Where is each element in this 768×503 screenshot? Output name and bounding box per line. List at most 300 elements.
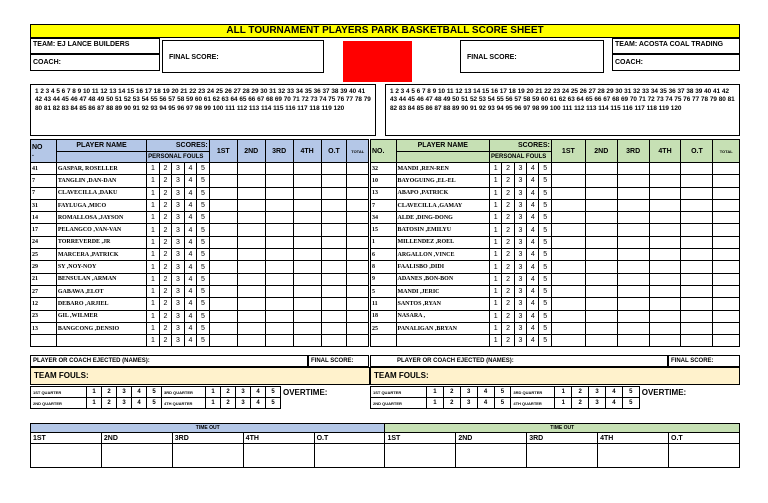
timeout-cell[interactable] bbox=[385, 444, 456, 468]
foul-box[interactable]: 1 bbox=[490, 298, 502, 310]
foul-box[interactable]: 3 bbox=[172, 224, 185, 236]
score-cell[interactable] bbox=[551, 199, 585, 211]
score-cell[interactable] bbox=[551, 322, 585, 334]
score-cell[interactable] bbox=[237, 175, 265, 187]
score-cell[interactable] bbox=[293, 249, 321, 261]
score-cell[interactable] bbox=[209, 212, 237, 224]
foul-box[interactable]: 1 bbox=[490, 187, 502, 199]
score-cell[interactable] bbox=[321, 298, 347, 310]
foul-box[interactable]: 2 bbox=[502, 261, 514, 273]
foul-box[interactable]: 5 bbox=[539, 273, 551, 285]
score-cell[interactable] bbox=[585, 261, 617, 273]
foul-box[interactable]: 1 bbox=[490, 310, 502, 322]
score-cell[interactable] bbox=[713, 236, 740, 248]
score-cell[interactable] bbox=[209, 236, 237, 248]
score-cell[interactable] bbox=[585, 236, 617, 248]
score-cell[interactable] bbox=[681, 249, 713, 261]
score-cell[interactable] bbox=[293, 285, 321, 297]
foul-box[interactable]: 5 bbox=[539, 212, 551, 224]
timeout-cell[interactable] bbox=[456, 444, 527, 468]
score-cell[interactable] bbox=[681, 285, 713, 297]
team-foul-box[interactable]: 5 bbox=[147, 387, 162, 398]
score-cell[interactable] bbox=[237, 236, 265, 248]
foul-box[interactable]: 1 bbox=[147, 249, 160, 261]
team-foul-box[interactable]: 4 bbox=[132, 398, 147, 409]
score-cell[interactable] bbox=[713, 285, 740, 297]
foul-box[interactable]: 1 bbox=[490, 285, 502, 297]
foul-box[interactable]: 5 bbox=[197, 285, 210, 297]
score-cell[interactable] bbox=[713, 163, 740, 175]
score-cell[interactable] bbox=[209, 273, 237, 285]
score-cell[interactable] bbox=[585, 285, 617, 297]
score-cell[interactable] bbox=[551, 310, 585, 322]
score-cell[interactable] bbox=[617, 163, 649, 175]
foul-box[interactable]: 5 bbox=[197, 236, 210, 248]
score-cell[interactable] bbox=[585, 212, 617, 224]
foul-box[interactable]: 3 bbox=[514, 261, 526, 273]
foul-box[interactable]: 3 bbox=[514, 163, 526, 175]
score-cell[interactable] bbox=[293, 199, 321, 211]
score-cell[interactable] bbox=[293, 322, 321, 334]
foul-box[interactable]: 5 bbox=[539, 285, 551, 297]
foul-box[interactable]: 2 bbox=[159, 310, 172, 322]
foul-box[interactable]: 2 bbox=[502, 187, 514, 199]
score-cell[interactable] bbox=[321, 261, 347, 273]
foul-box[interactable]: 2 bbox=[502, 199, 514, 211]
foul-box[interactable]: 5 bbox=[539, 199, 551, 211]
foul-box[interactable]: 2 bbox=[159, 261, 172, 273]
score-cell[interactable] bbox=[617, 310, 649, 322]
score-cell[interactable] bbox=[551, 261, 585, 273]
score-cell[interactable] bbox=[321, 163, 347, 175]
score-cell[interactable] bbox=[237, 249, 265, 261]
foul-box[interactable]: 2 bbox=[502, 310, 514, 322]
score-cell[interactable] bbox=[649, 187, 681, 199]
score-cell[interactable] bbox=[585, 249, 617, 261]
score-cell[interactable] bbox=[237, 199, 265, 211]
foul-box[interactable]: 1 bbox=[490, 335, 502, 347]
foul-box[interactable]: 5 bbox=[197, 163, 210, 175]
foul-box[interactable]: 1 bbox=[490, 261, 502, 273]
foul-box[interactable]: 1 bbox=[147, 285, 160, 297]
score-cell[interactable] bbox=[681, 212, 713, 224]
timeout-cell[interactable] bbox=[31, 444, 102, 468]
score-cell[interactable] bbox=[265, 224, 293, 236]
foul-box[interactable]: 4 bbox=[184, 310, 197, 322]
score-cell[interactable] bbox=[585, 163, 617, 175]
score-cell[interactable] bbox=[293, 236, 321, 248]
team-foul-box[interactable]: 4 bbox=[251, 387, 266, 398]
team-foul-box[interactable]: 2 bbox=[572, 398, 589, 409]
score-cell[interactable] bbox=[681, 163, 713, 175]
score-cell[interactable] bbox=[617, 212, 649, 224]
score-cell[interactable] bbox=[649, 163, 681, 175]
score-cell[interactable] bbox=[649, 285, 681, 297]
team-foul-box[interactable]: 2 bbox=[221, 398, 236, 409]
foul-box[interactable]: 3 bbox=[172, 273, 185, 285]
score-cell[interactable] bbox=[617, 273, 649, 285]
team-foul-box[interactable]: 5 bbox=[147, 398, 162, 409]
score-cell[interactable] bbox=[617, 298, 649, 310]
team-foul-box[interactable]: 2 bbox=[572, 387, 589, 398]
score-cell[interactable] bbox=[321, 187, 347, 199]
score-cell[interactable] bbox=[649, 236, 681, 248]
score-cell[interactable] bbox=[237, 224, 265, 236]
score-cell[interactable] bbox=[551, 163, 585, 175]
foul-box[interactable]: 5 bbox=[539, 310, 551, 322]
foul-box[interactable]: 4 bbox=[184, 249, 197, 261]
foul-box[interactable]: 2 bbox=[502, 175, 514, 187]
foul-box[interactable]: 3 bbox=[172, 310, 185, 322]
foul-box[interactable]: 3 bbox=[172, 261, 185, 273]
team-foul-box[interactable]: 1 bbox=[87, 398, 102, 409]
foul-box[interactable]: 4 bbox=[527, 199, 539, 211]
foul-box[interactable]: 2 bbox=[502, 285, 514, 297]
score-cell[interactable] bbox=[681, 335, 713, 347]
foul-box[interactable]: 4 bbox=[527, 310, 539, 322]
foul-box[interactable]: 4 bbox=[184, 322, 197, 334]
foul-box[interactable]: 1 bbox=[147, 298, 160, 310]
timeout-cell[interactable] bbox=[101, 444, 172, 468]
score-cell[interactable] bbox=[347, 298, 369, 310]
foul-box[interactable]: 4 bbox=[527, 261, 539, 273]
foul-box[interactable]: 1 bbox=[147, 187, 160, 199]
score-cell[interactable] bbox=[681, 273, 713, 285]
score-cell[interactable] bbox=[585, 187, 617, 199]
foul-box[interactable]: 1 bbox=[147, 224, 160, 236]
foul-box[interactable]: 1 bbox=[147, 199, 160, 211]
foul-box[interactable]: 2 bbox=[159, 298, 172, 310]
foul-box[interactable]: 1 bbox=[147, 322, 160, 334]
score-cell[interactable] bbox=[265, 236, 293, 248]
score-cell[interactable] bbox=[347, 310, 369, 322]
score-cell[interactable] bbox=[585, 199, 617, 211]
score-cell[interactable] bbox=[209, 249, 237, 261]
score-cell[interactable] bbox=[347, 187, 369, 199]
score-cell[interactable] bbox=[265, 163, 293, 175]
score-cell[interactable] bbox=[347, 163, 369, 175]
foul-box[interactable]: 2 bbox=[159, 163, 172, 175]
foul-box[interactable]: 4 bbox=[527, 249, 539, 261]
score-cell[interactable] bbox=[209, 285, 237, 297]
score-cell[interactable] bbox=[585, 310, 617, 322]
team-foul-box[interactable]: 2 bbox=[102, 387, 117, 398]
foul-box[interactable]: 3 bbox=[514, 249, 526, 261]
score-cell[interactable] bbox=[265, 249, 293, 261]
score-cell[interactable] bbox=[713, 273, 740, 285]
score-cell[interactable] bbox=[321, 212, 347, 224]
team-foul-box[interactable]: 3 bbox=[236, 398, 251, 409]
foul-box[interactable]: 2 bbox=[502, 298, 514, 310]
timeout-cell[interactable] bbox=[669, 444, 740, 468]
foul-box[interactable]: 4 bbox=[527, 322, 539, 334]
score-cell[interactable] bbox=[649, 224, 681, 236]
team-foul-box[interactable]: 4 bbox=[606, 387, 623, 398]
team-foul-box[interactable]: 3 bbox=[236, 387, 251, 398]
team-foul-box[interactable]: 2 bbox=[102, 398, 117, 409]
foul-box[interactable]: 4 bbox=[184, 199, 197, 211]
score-cell[interactable] bbox=[293, 224, 321, 236]
score-cell[interactable] bbox=[265, 187, 293, 199]
foul-box[interactable]: 2 bbox=[502, 335, 514, 347]
foul-box[interactable]: 3 bbox=[172, 285, 185, 297]
score-cell[interactable] bbox=[209, 335, 237, 347]
score-cell[interactable] bbox=[713, 322, 740, 334]
score-cell[interactable] bbox=[681, 236, 713, 248]
team-foul-box[interactable]: 2 bbox=[443, 387, 460, 398]
score-cell[interactable] bbox=[237, 212, 265, 224]
foul-box[interactable]: 2 bbox=[159, 187, 172, 199]
foul-box[interactable]: 5 bbox=[539, 298, 551, 310]
team-foul-box[interactable]: 4 bbox=[606, 398, 623, 409]
foul-box[interactable]: 1 bbox=[147, 273, 160, 285]
foul-box[interactable]: 1 bbox=[147, 261, 160, 273]
foul-box[interactable]: 2 bbox=[502, 212, 514, 224]
score-cell[interactable] bbox=[237, 335, 265, 347]
foul-box[interactable]: 5 bbox=[539, 249, 551, 261]
score-cell[interactable] bbox=[713, 175, 740, 187]
foul-box[interactable]: 3 bbox=[514, 212, 526, 224]
foul-box[interactable]: 3 bbox=[514, 285, 526, 297]
foul-box[interactable]: 3 bbox=[514, 236, 526, 248]
score-cell[interactable] bbox=[617, 175, 649, 187]
score-cell[interactable] bbox=[551, 175, 585, 187]
score-cell[interactable] bbox=[265, 335, 293, 347]
team-foul-box[interactable]: 1 bbox=[427, 387, 444, 398]
score-cell[interactable] bbox=[265, 175, 293, 187]
foul-box[interactable]: 5 bbox=[197, 249, 210, 261]
foul-box[interactable]: 5 bbox=[539, 224, 551, 236]
foul-box[interactable]: 3 bbox=[172, 236, 185, 248]
team-foul-box[interactable]: 1 bbox=[427, 398, 444, 409]
foul-box[interactable]: 4 bbox=[527, 224, 539, 236]
score-cell[interactable] bbox=[681, 261, 713, 273]
score-cell[interactable] bbox=[237, 261, 265, 273]
score-cell[interactable] bbox=[209, 322, 237, 334]
score-cell[interactable] bbox=[209, 199, 237, 211]
score-cell[interactable] bbox=[681, 187, 713, 199]
score-cell[interactable] bbox=[209, 310, 237, 322]
team-foul-box[interactable]: 5 bbox=[266, 387, 281, 398]
score-cell[interactable] bbox=[551, 273, 585, 285]
score-cell[interactable] bbox=[293, 163, 321, 175]
foul-box[interactable]: 2 bbox=[502, 163, 514, 175]
score-cell[interactable] bbox=[585, 273, 617, 285]
score-cell[interactable] bbox=[321, 199, 347, 211]
foul-box[interactable]: 1 bbox=[490, 224, 502, 236]
score-cell[interactable] bbox=[237, 298, 265, 310]
team-foul-box[interactable]: 1 bbox=[87, 387, 102, 398]
team-foul-box[interactable]: 1 bbox=[206, 387, 221, 398]
score-cell[interactable] bbox=[649, 212, 681, 224]
team-foul-box[interactable]: 3 bbox=[117, 398, 132, 409]
score-cell[interactable] bbox=[617, 322, 649, 334]
foul-box[interactable]: 3 bbox=[172, 187, 185, 199]
score-cell[interactable] bbox=[293, 310, 321, 322]
team-foul-box[interactable]: 4 bbox=[477, 398, 494, 409]
foul-box[interactable]: 3 bbox=[172, 163, 185, 175]
foul-box[interactable]: 2 bbox=[159, 335, 172, 347]
score-cell[interactable] bbox=[681, 224, 713, 236]
score-cell[interactable] bbox=[551, 285, 585, 297]
score-cell[interactable] bbox=[617, 335, 649, 347]
score-cell[interactable] bbox=[585, 298, 617, 310]
score-cell[interactable] bbox=[347, 261, 369, 273]
score-cell[interactable] bbox=[265, 212, 293, 224]
foul-box[interactable]: 4 bbox=[527, 163, 539, 175]
score-cell[interactable] bbox=[347, 285, 369, 297]
foul-box[interactable]: 4 bbox=[184, 261, 197, 273]
score-cell[interactable] bbox=[321, 285, 347, 297]
score-cell[interactable] bbox=[617, 224, 649, 236]
foul-box[interactable]: 4 bbox=[527, 175, 539, 187]
team-foul-box[interactable]: 5 bbox=[494, 398, 511, 409]
score-cell[interactable] bbox=[293, 175, 321, 187]
foul-box[interactable]: 1 bbox=[490, 236, 502, 248]
score-cell[interactable] bbox=[321, 175, 347, 187]
score-cell[interactable] bbox=[681, 322, 713, 334]
foul-box[interactable]: 3 bbox=[172, 298, 185, 310]
foul-box[interactable]: 1 bbox=[147, 335, 160, 347]
foul-box[interactable]: 1 bbox=[147, 310, 160, 322]
timeout-cell[interactable] bbox=[598, 444, 669, 468]
foul-box[interactable]: 3 bbox=[172, 199, 185, 211]
score-cell[interactable] bbox=[347, 249, 369, 261]
score-cell[interactable] bbox=[551, 224, 585, 236]
score-cell[interactable] bbox=[293, 273, 321, 285]
score-cell[interactable] bbox=[209, 163, 237, 175]
timeout-cell[interactable] bbox=[243, 444, 314, 468]
score-cell[interactable] bbox=[237, 163, 265, 175]
foul-box[interactable]: 3 bbox=[514, 298, 526, 310]
score-cell[interactable] bbox=[713, 261, 740, 273]
foul-box[interactable]: 4 bbox=[184, 224, 197, 236]
foul-box[interactable]: 2 bbox=[159, 273, 172, 285]
score-cell[interactable] bbox=[649, 261, 681, 273]
foul-box[interactable]: 4 bbox=[527, 236, 539, 248]
score-cell[interactable] bbox=[617, 285, 649, 297]
score-cell[interactable] bbox=[649, 249, 681, 261]
score-cell[interactable] bbox=[347, 335, 369, 347]
foul-box[interactable]: 2 bbox=[159, 249, 172, 261]
foul-box[interactable]: 3 bbox=[514, 310, 526, 322]
foul-box[interactable]: 2 bbox=[502, 322, 514, 334]
score-cell[interactable] bbox=[713, 224, 740, 236]
team-foul-box[interactable]: 2 bbox=[221, 387, 236, 398]
score-cell[interactable] bbox=[321, 224, 347, 236]
foul-box[interactable]: 5 bbox=[539, 261, 551, 273]
score-cell[interactable] bbox=[617, 261, 649, 273]
foul-box[interactable]: 1 bbox=[490, 273, 502, 285]
score-cell[interactable] bbox=[293, 187, 321, 199]
team-foul-box[interactable]: 3 bbox=[460, 387, 477, 398]
team-foul-box[interactable]: 1 bbox=[555, 387, 572, 398]
score-cell[interactable] bbox=[209, 187, 237, 199]
foul-box[interactable]: 4 bbox=[184, 273, 197, 285]
foul-box[interactable]: 5 bbox=[197, 212, 210, 224]
team-foul-box[interactable]: 4 bbox=[477, 387, 494, 398]
score-cell[interactable] bbox=[681, 310, 713, 322]
foul-box[interactable]: 4 bbox=[184, 187, 197, 199]
score-cell[interactable] bbox=[265, 285, 293, 297]
team-foul-box[interactable]: 1 bbox=[555, 398, 572, 409]
foul-box[interactable]: 4 bbox=[527, 285, 539, 297]
foul-box[interactable]: 5 bbox=[539, 335, 551, 347]
score-cell[interactable] bbox=[265, 273, 293, 285]
foul-box[interactable]: 1 bbox=[490, 322, 502, 334]
foul-box[interactable]: 2 bbox=[502, 273, 514, 285]
foul-box[interactable]: 3 bbox=[514, 175, 526, 187]
score-cell[interactable] bbox=[617, 187, 649, 199]
score-cell[interactable] bbox=[551, 236, 585, 248]
score-cell[interactable] bbox=[237, 187, 265, 199]
score-cell[interactable] bbox=[551, 249, 585, 261]
foul-box[interactable]: 1 bbox=[147, 163, 160, 175]
foul-box[interactable]: 4 bbox=[527, 187, 539, 199]
score-cell[interactable] bbox=[209, 175, 237, 187]
score-cell[interactable] bbox=[551, 335, 585, 347]
foul-box[interactable]: 5 bbox=[539, 187, 551, 199]
score-cell[interactable] bbox=[713, 310, 740, 322]
foul-box[interactable]: 5 bbox=[539, 322, 551, 334]
foul-box[interactable]: 1 bbox=[147, 236, 160, 248]
foul-box[interactable]: 1 bbox=[490, 163, 502, 175]
foul-box[interactable]: 3 bbox=[514, 199, 526, 211]
team-foul-box[interactable]: 5 bbox=[622, 387, 639, 398]
foul-box[interactable]: 3 bbox=[514, 322, 526, 334]
team-foul-box[interactable]: 3 bbox=[460, 398, 477, 409]
foul-box[interactable]: 5 bbox=[539, 175, 551, 187]
team-foul-box[interactable]: 4 bbox=[132, 387, 147, 398]
foul-box[interactable]: 3 bbox=[172, 335, 185, 347]
score-cell[interactable] bbox=[649, 322, 681, 334]
foul-box[interactable]: 4 bbox=[184, 285, 197, 297]
foul-box[interactable]: 4 bbox=[184, 212, 197, 224]
score-cell[interactable] bbox=[347, 224, 369, 236]
foul-box[interactable]: 3 bbox=[172, 322, 185, 334]
foul-box[interactable]: 3 bbox=[514, 224, 526, 236]
score-cell[interactable] bbox=[293, 335, 321, 347]
score-cell[interactable] bbox=[617, 236, 649, 248]
foul-box[interactable]: 3 bbox=[514, 273, 526, 285]
foul-box[interactable]: 3 bbox=[172, 175, 185, 187]
foul-box[interactable]: 5 bbox=[539, 236, 551, 248]
team-foul-box[interactable]: 3 bbox=[589, 387, 606, 398]
score-cell[interactable] bbox=[321, 236, 347, 248]
team-foul-box[interactable]: 1 bbox=[206, 398, 221, 409]
foul-box[interactable]: 1 bbox=[490, 175, 502, 187]
foul-box[interactable]: 4 bbox=[184, 236, 197, 248]
score-cell[interactable] bbox=[209, 298, 237, 310]
score-cell[interactable] bbox=[649, 175, 681, 187]
foul-box[interactable]: 2 bbox=[159, 212, 172, 224]
foul-box[interactable]: 5 bbox=[197, 199, 210, 211]
foul-box[interactable]: 1 bbox=[147, 212, 160, 224]
foul-box[interactable]: 4 bbox=[527, 212, 539, 224]
score-cell[interactable] bbox=[321, 335, 347, 347]
score-cell[interactable] bbox=[585, 175, 617, 187]
foul-box[interactable]: 4 bbox=[184, 335, 197, 347]
foul-box[interactable]: 2 bbox=[159, 236, 172, 248]
score-cell[interactable] bbox=[617, 249, 649, 261]
score-cell[interactable] bbox=[293, 261, 321, 273]
foul-box[interactable]: 5 bbox=[197, 273, 210, 285]
score-cell[interactable] bbox=[209, 224, 237, 236]
score-cell[interactable] bbox=[551, 298, 585, 310]
foul-box[interactable]: 2 bbox=[502, 224, 514, 236]
foul-box[interactable]: 2 bbox=[159, 285, 172, 297]
foul-box[interactable]: 2 bbox=[502, 236, 514, 248]
